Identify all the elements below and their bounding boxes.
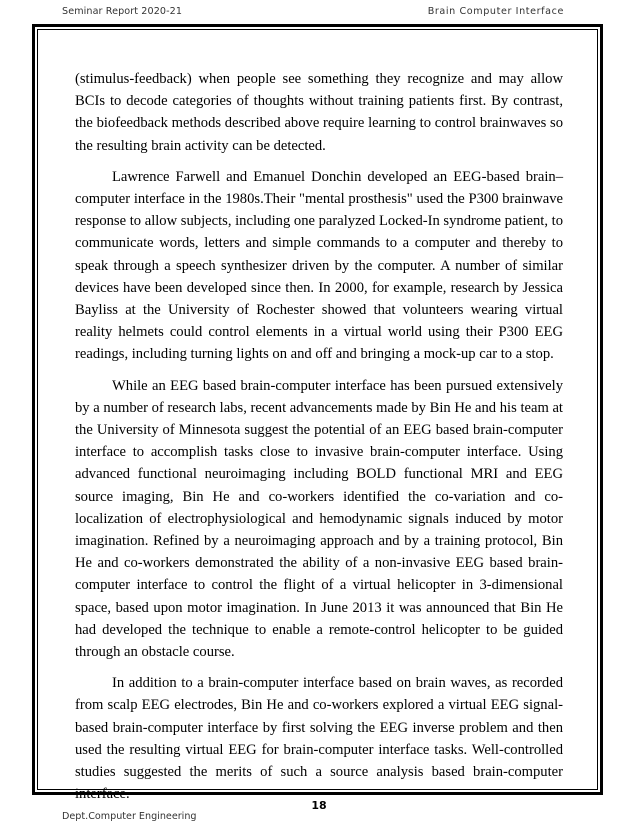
paragraph-continuation: (stimulus-feedback) when people see something they recognize and may allow BCIs to decode categories of thoughts without training patients first. By contrast, the biofeedback methods described above require learning to control brainwaves so the resulting brain activity can be detected. (75, 71, 563, 154)
report-title: Seminar Report 2020-21 (62, 6, 183, 17)
body-text (75, 68, 563, 815)
topic-title: Brain Computer Interface (427, 6, 564, 17)
page-number: 18 (311, 799, 327, 812)
paragraph-bin-he-eeg: While an EEG based brain-computer interface has been pursued extensively by a number of research labs, recent advancements made by Bin He and his team at the University of Minnesota suggest the potential of an EEG based brain-computer interface to accomplish tasks close to invasive brain-computer interface. Using advanced functional neuroimaging including BOLD functional MRI and EEG source imaging, Bin He and co-workers identified the co-variation and co-localization of electrophysiological and hemodynamic signals induced by motor imagination. Refined by a neuroimaging approach and by a training protocol, Bin He and co-workers demonstrated the ability of a non-invasive EEG based brain-computer interface to control the flight of a virtual helicopter in 3-dimensional space, based upon motor imagination. In June 2013 it was announced that Bin He had developed the technique to enable a remote-control helicopter to be guided through an obstacle course. (75, 377, 563, 661)
paragraph-virtual-eeg: In addition to a brain-computer interface based on brain waves, as recorded from scalp EEG electrodes, Bin He and co-workers explored a virtual EEG signal-based brain-computer interface by first solving the EEG inverse problem and then used the resulting virtual EEG for brain-computer interface tasks. Well-controlled studies suggested the merits of such a source analysis based brain-computer interface. (75, 675, 563, 803)
paragraph-farwell-donchin: Lawrence Farwell and Emanuel Donchin developed an EEG-based brain–computer interface in the 1980s.Their "mental prosthesis" used the P300 brainwave response to allow subjects, including one paralyzed Locked-In syndrome patient, to communicate words, letters and simple commands to a computer and thereby to speak through a speech synthesizer driven by the computer. A number of similar devices have been developed since then. In 2000, for example, research by Jessica Bayliss at the University of Rochester showed that volunteers wearing virtual reality helmets could control elements in a virtual world using their P300 EEG readings, including turning lights on and off and bringing a mock-up car to a stop. (75, 168, 563, 363)
department-footer: Dept.Computer Engineering (62, 811, 197, 822)
